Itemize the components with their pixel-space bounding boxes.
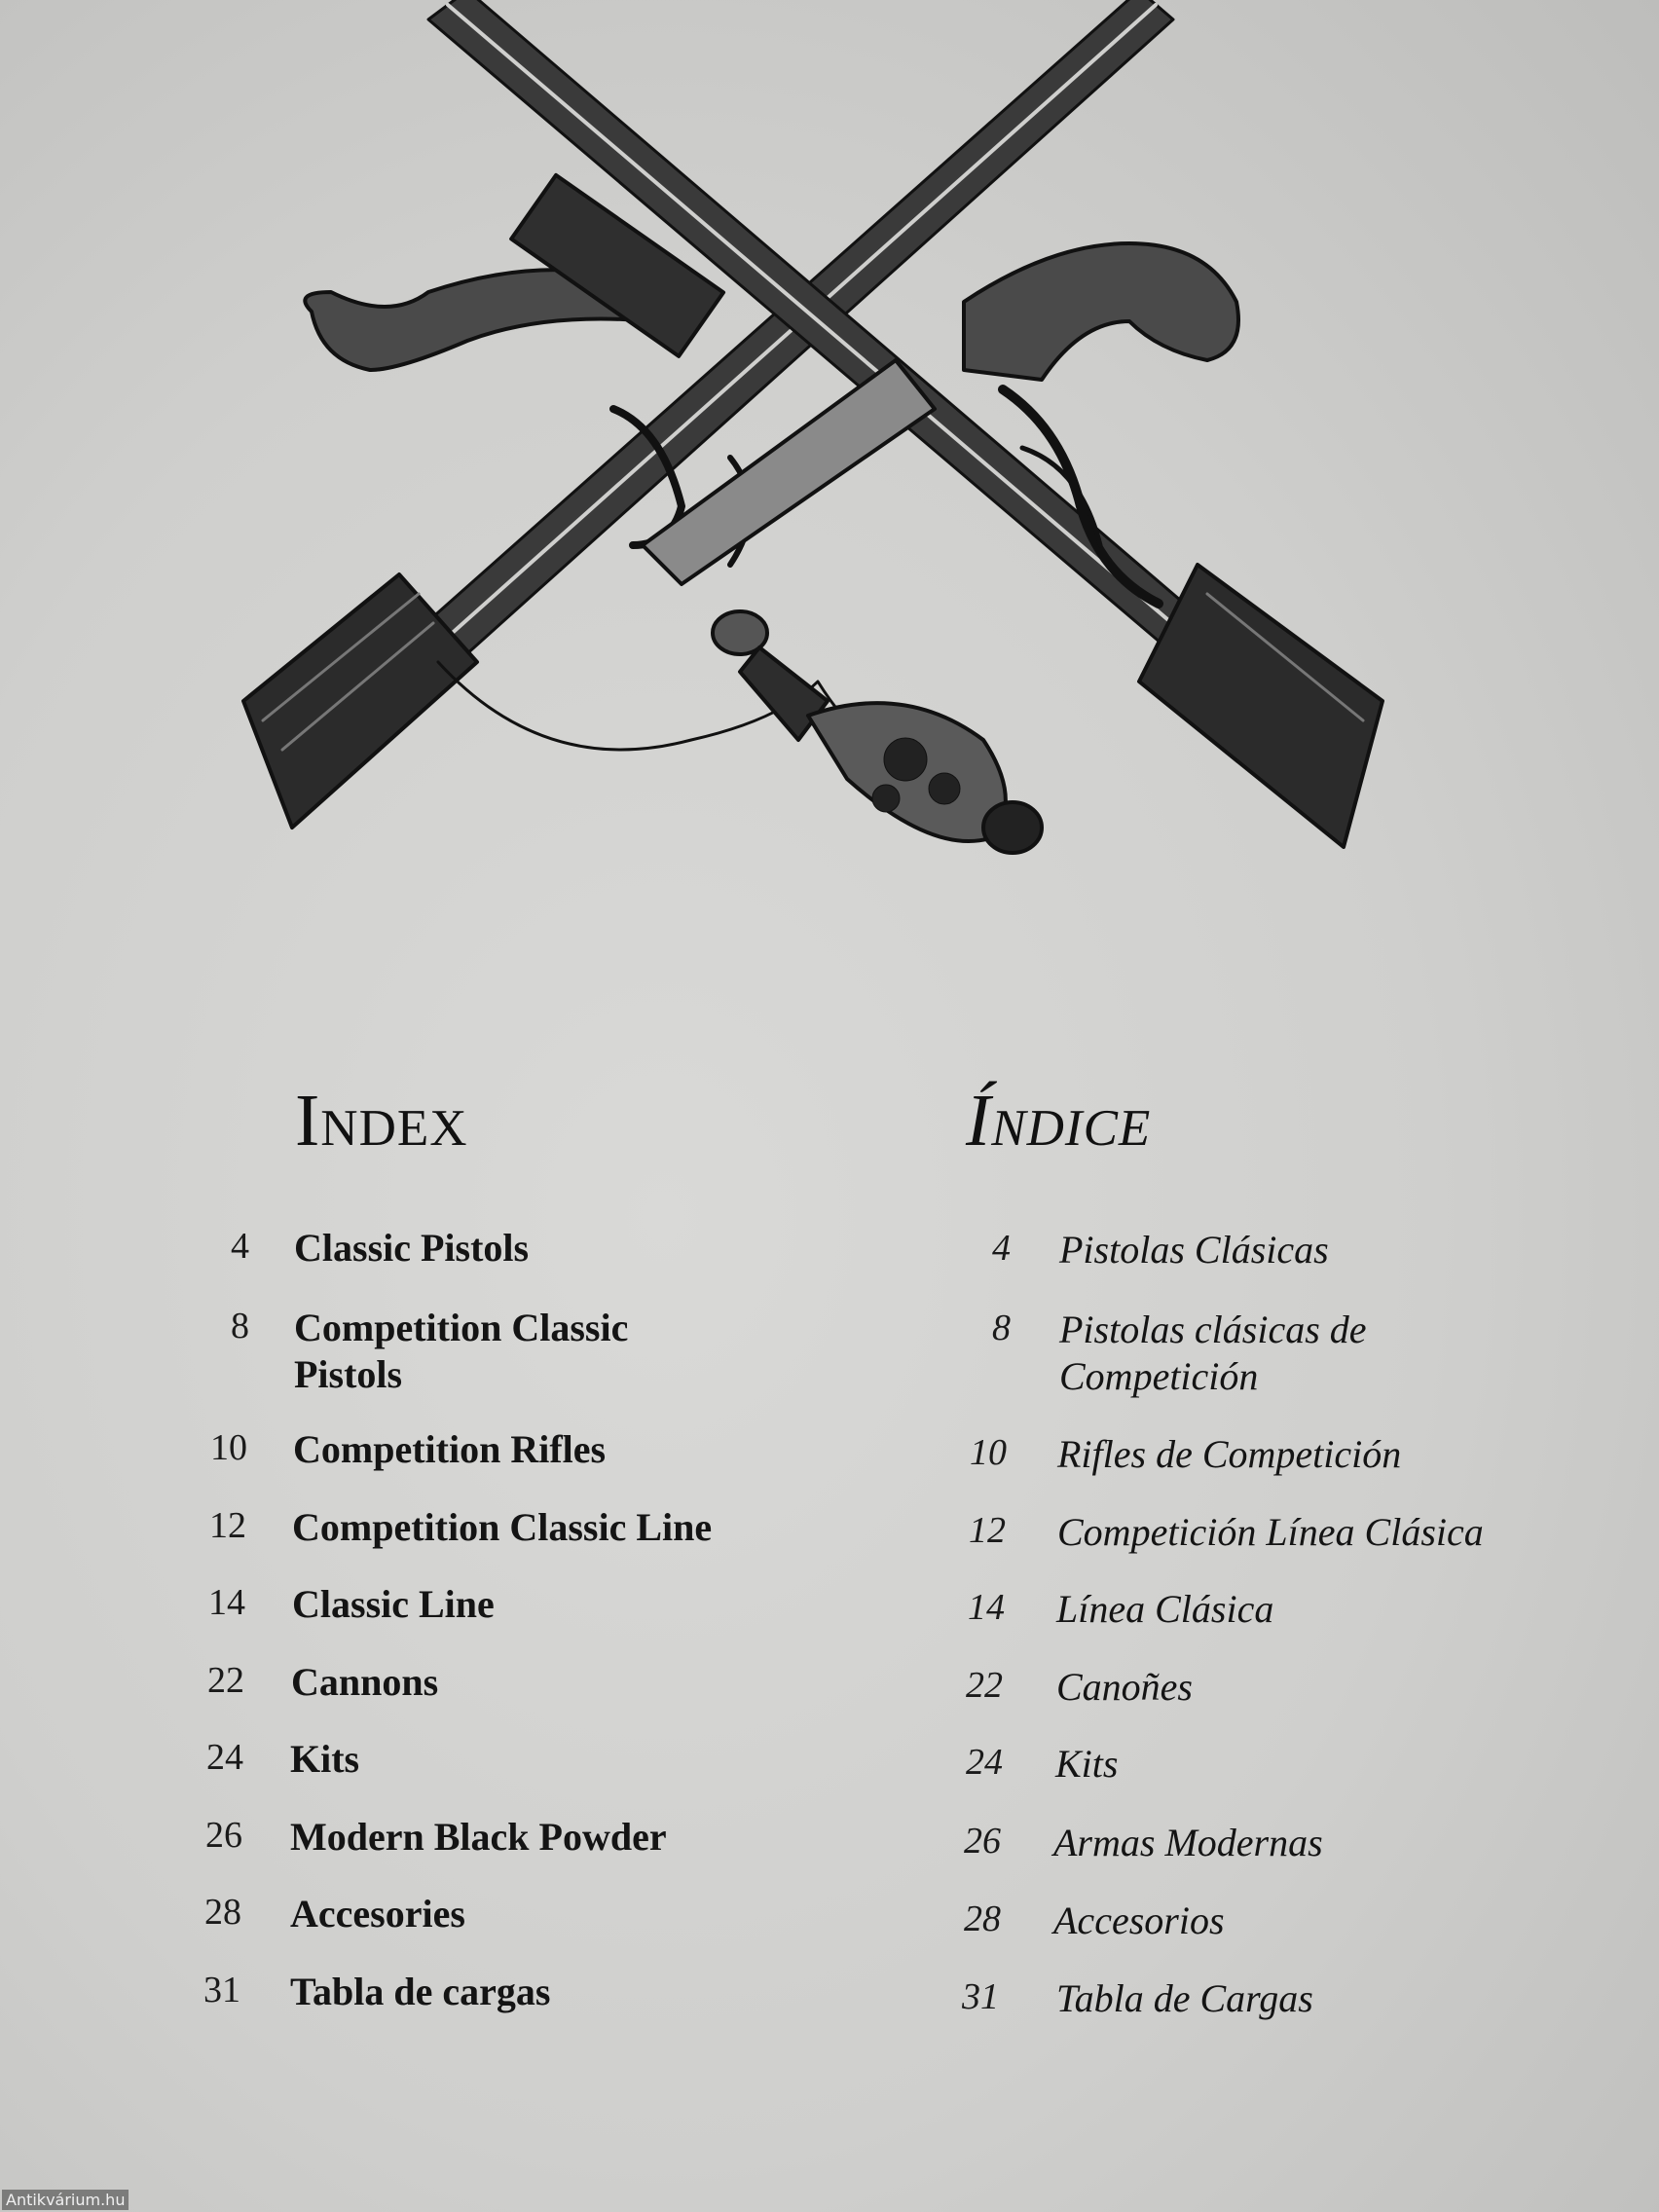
entry-page: 10 [970,1432,1007,1473]
entry-label: Kits [1055,1742,1119,1786]
right-gun-stock [1139,565,1382,847]
indice-title: Índice [966,1080,1152,1161]
watermark: Antikvárium.hu [2,2190,129,2210]
entry-label: Accesorios [1053,1899,1225,1942]
entry-label: Kits [290,1737,360,1781]
entry-page: 22 [966,1665,1003,1706]
entry-label: Línea Clásica [1056,1587,1274,1631]
entry-label: Rifles de Competición [1057,1432,1402,1476]
entry-label: Tabla de Cargas [1056,1976,1313,2020]
entry-page: 14 [208,1582,245,1623]
powder-flask [713,611,1042,853]
entry-page: 4 [231,1226,249,1267]
entry-label: Pistolas clásicas de Competición [1059,1308,1367,1398]
entry-label: Modern Black Powder [290,1815,667,1859]
index-title: Index [295,1080,468,1161]
entry-label: Cannons [291,1660,439,1704]
entry-label: Pistolas Clásicas [1059,1228,1329,1272]
entry-label: Competición Línea Clásica [1057,1510,1484,1554]
entry-page: 22 [207,1660,244,1701]
entry-label: Tabla de cargas [290,1970,551,2013]
entry-page: 24 [206,1737,243,1778]
entry-page: 28 [204,1892,241,1933]
entry-page: 12 [969,1510,1006,1551]
entry-label: Accesories [290,1892,465,1936]
entry-label: Classic Line [292,1582,495,1626]
entry-label: Canoñes [1056,1665,1193,1709]
entry-page: 24 [966,1742,1003,1783]
entry-page: 8 [231,1306,249,1346]
entry-page: 26 [205,1815,242,1856]
entry-page: 28 [964,1899,1001,1939]
entry-page: 4 [992,1228,1011,1269]
entry-label: Competition Rifles [293,1427,607,1471]
entry-page: 31 [962,1976,999,2017]
entry-label: Classic Pistols [294,1226,530,1270]
entry-label: Competition Classic Line [292,1505,713,1549]
right-gun-barrel [428,0,1275,716]
entry-page: 31 [203,1970,240,2010]
entry-page: 26 [964,1821,1001,1862]
entry-page: 10 [210,1427,247,1468]
entry-label: Armas Modernas [1053,1821,1323,1864]
crossed-flintlock-guns-and-powder-flask-icon [224,0,1421,876]
entry-page: 14 [968,1587,1005,1628]
entry-page: 12 [209,1505,246,1546]
entry-page: 8 [992,1308,1011,1348]
entry-label: Competition Classic Pistols [294,1306,629,1396]
